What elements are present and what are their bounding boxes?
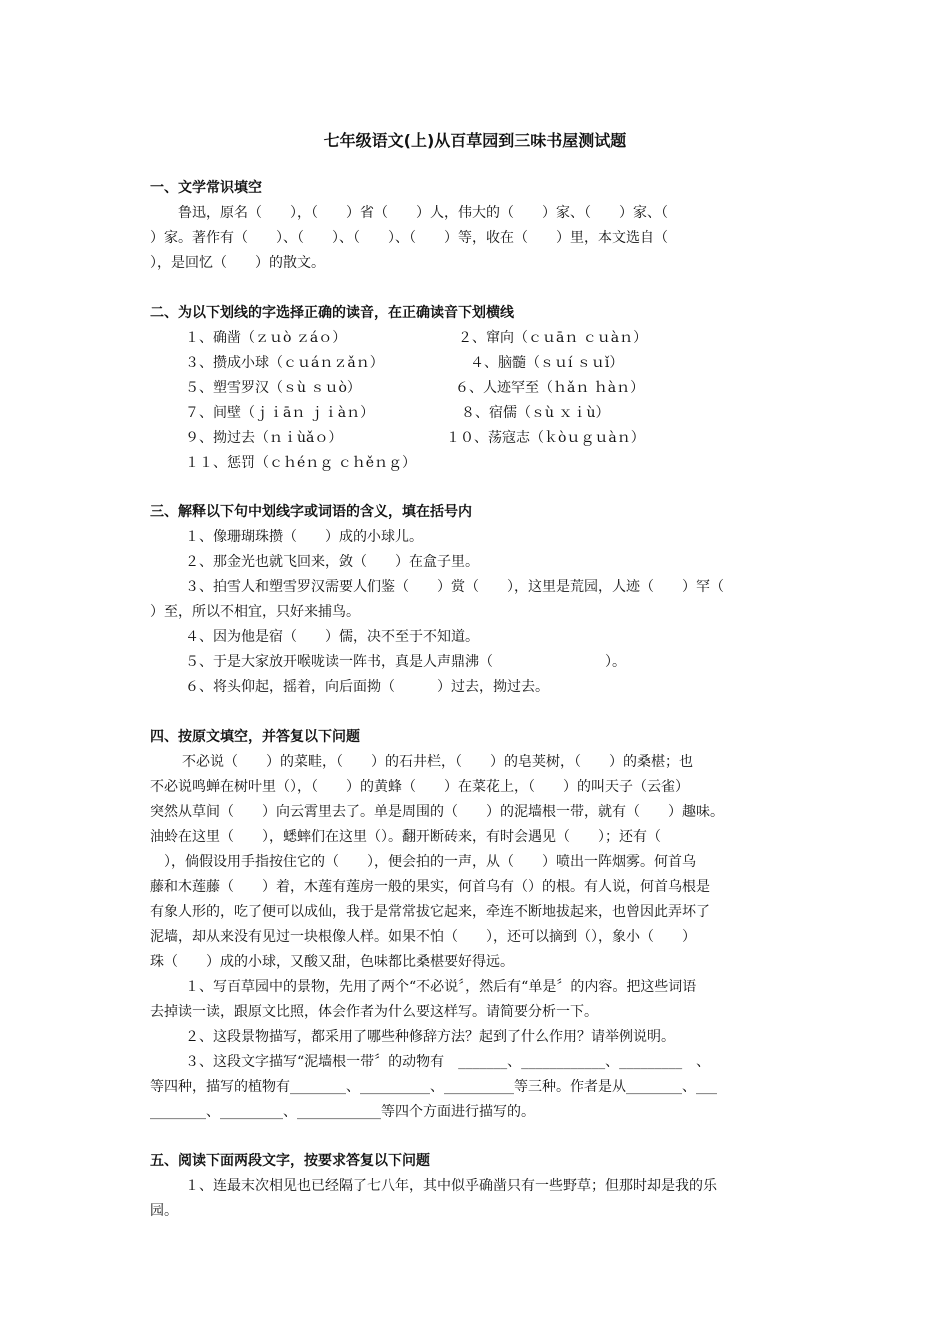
section-4-question: ________、_________、____________等四个方面进行描写的。 [150, 1104, 535, 1120]
section-4-question: ３、这段文字描写“泥墙根一带〞的动物有 _______、____________、_________ 、 [185, 1054, 711, 1070]
section-4-line: 突然从草间（ ）向云霄里去了。单是周围的（ ）的泥墙根一带，就有（ ）趣味。 [150, 804, 724, 820]
pinyin-item: ５、塑雪罗汉（ｓù ｓｕò） [185, 380, 361, 396]
section-4-line: 油蛉在这里（ ），蟋蟀们在这里（）。翻开断砖来，有时会遇见（ ）；还有（ [150, 829, 661, 845]
section-3-line: ４、因为他是宿（ ）儒，决不至于不知道。 [185, 629, 479, 645]
section-4-question: 去掉读一读，跟原文比照，体会作者为什么要这样写。请简要分析一下。 [150, 1004, 598, 1020]
section-4-line: 不必说（ ）的菜畦，（ ）的石井栏，（ ）的皂荚树，（ ）的桑椹；也 [182, 754, 693, 770]
pinyin-item: １０、荡寇志（ｋòｕｇｕàｎ） [446, 430, 645, 446]
section-4-heading: 四、按原文填空，并答复以下问题 [150, 729, 360, 745]
pinyin-item: ３、攒成小球（ｃｕáｎｚǎｎ） [185, 355, 384, 371]
section-4-line: 泥墙，却从来没有见过一块根像人样。如果不怕（ ），还可以摘到（），象小（ ） [150, 929, 696, 945]
pinyin-item: １１、惩罚（ｃｈéｎｇ ｃｈěｎｇ） [185, 455, 417, 471]
section-1-line: 鲁迅，原名（ ），（ ）省（ ）人，伟大的（ ）家、（ ）家、（ [178, 205, 668, 221]
section-4-question: １、写百草园中的景物，先用了两个“不必说〞，然后有“单是〞的内容。把这些词语 [185, 979, 697, 995]
section-5-heading: 五、阅读下面两段文字，按要求答复以下问题 [150, 1153, 430, 1169]
section-1-line: ）家。著作有（ ）、（ ）、（ ）、（ ）等，收在（ ）里，本文选自（ [150, 230, 668, 246]
section-4-line: 有象人形的，吃了便可以成仙，我于是常常拔它起来，牵连不断地拔起来，也曾因此弄坏了 [150, 904, 710, 920]
section-4-line: ），倘假设用手指按住它的（ ），便会拍的一声，从（ ）喷出一阵烟雾。何首乌 [150, 854, 696, 870]
section-3-line: ）至，所以不相宜，只好来捕鸟。 [150, 604, 360, 620]
section-3-line: １、像珊瑚珠攒（ ）成的小球儿。 [185, 529, 423, 545]
section-4-line: 藤和木莲藤（ ）着，木莲有莲房一般的果实，何首乌有（）的根。有人说，何首乌根是 [150, 879, 710, 895]
section-4-question: 等四种，描写的植物有________、__________、__________等三种。作者是从________、___ [150, 1079, 717, 1095]
section-3-line: ３、拍雪人和塑雪罗汉需要人们鉴（ ）赏（ ），这里是荒园，人迹（ ）罕（ [185, 579, 724, 595]
pinyin-item: ４、脑髓（ｓｕí ｓｕǐ） [470, 355, 624, 371]
pinyin-item: ６、人迹罕至（ｈǎｎ ｈàｎ） [455, 380, 645, 396]
section-3-line: ２、那金光也就飞回来，敛（ ）在盒子里。 [185, 554, 479, 570]
section-5-line: １、连最末次相见也已经隔了七八年，其中似乎确凿只有一些野草；但那时却是我的乐 [185, 1178, 717, 1194]
page-title: 七年级语文(上)从百草园到三味书屋测试题 [323, 131, 627, 150]
pinyin-item: ９、拗过去（ｎｉùǎｏ） [185, 430, 343, 446]
section-4-question: ２、这段景物描写，都采用了哪些种修辞方法？起到了什么作用？请举例说明。 [185, 1029, 675, 1045]
pinyin-item: ８、宿儒（ｓù ｘｉù） [461, 405, 610, 421]
pinyin-item: ７、间壁（ｊｉāｎ ｊｉàｎ） [185, 405, 375, 421]
section-1-heading: 一、文学常识填空 [150, 180, 262, 196]
section-4-line: 珠（ ）成的小球，又酸又甜，色味都比桑椹要好得远。 [150, 954, 514, 970]
section-1-line: ），是回忆（ ）的散文。 [150, 255, 325, 271]
section-2-heading: 二、为以下划线的字选择正确的读音，在正确读音下划横线 [150, 305, 514, 321]
section-3-line: ６、将头仰起，摇着，向后面拗（ ）过去，拗过去。 [185, 679, 549, 695]
pinyin-item: １、确凿（ｚｕò ｚáｏ） [185, 330, 347, 346]
section-3-heading: 三、解释以下句中划线字或词语的含义，填在括号内 [150, 504, 472, 520]
pinyin-item: ２、窜向（ｃｕāｎ ｃｕàｎ） [458, 330, 648, 346]
section-3-line: ５、于是大家放开喉咙读一阵书，真是人声鼎沸（ ）。 [185, 654, 626, 670]
section-4-line: 不必说鸣蝉在树叶里（），（ ）的黄蜂（ ）在菜花上，（ ）的叫天子（云雀） [150, 779, 689, 795]
section-5-line: 园。 [150, 1203, 178, 1219]
